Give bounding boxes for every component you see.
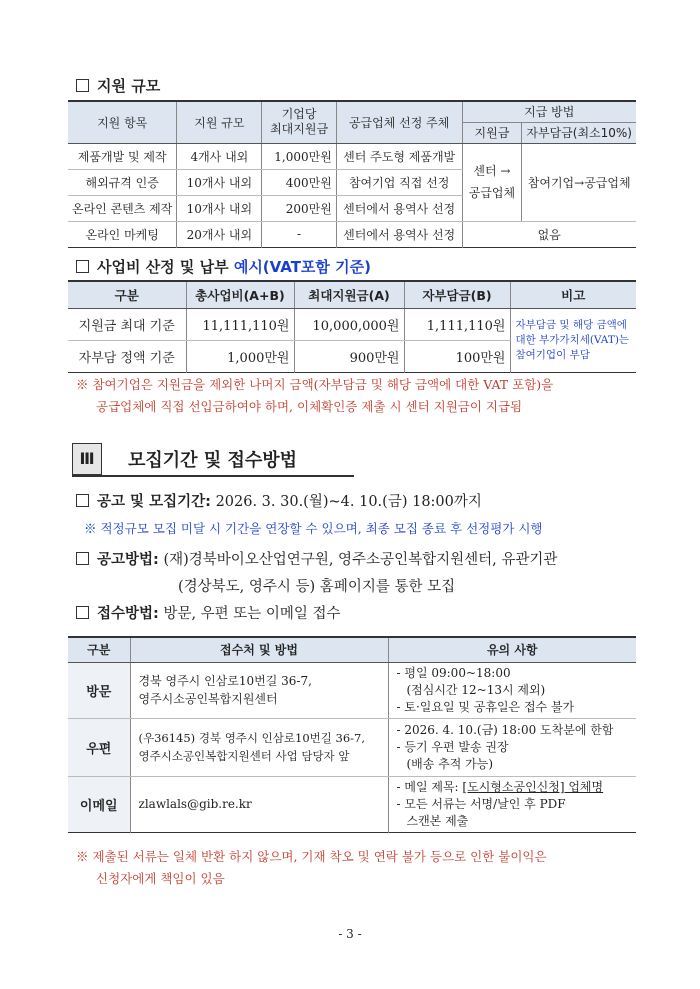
budget-note [76, 374, 553, 418]
note-line: - 등기 우편 발송 권장 [396, 739, 509, 754]
header-max-support [262, 101, 336, 143]
cell-none: 없음 [537, 227, 561, 242]
header-vendor-selection: 공급업체 선정 주체 [336, 101, 462, 143]
checkbox-square-icon [76, 79, 89, 92]
section-title-text: 사업비 산정 및 납부 [97, 258, 229, 276]
remark-l1: 자부담금 및 해당 금액에 [515, 318, 627, 331]
cell-total: 11,111,110원 [186, 308, 294, 340]
cell-vendor: 참여기업 직접 선정 [336, 169, 462, 195]
receive-table [68, 636, 636, 833]
header-total: 총사업비(A+B) [186, 281, 294, 308]
note-line: - 2026. 4. 10.(금) 18:00 도착분에 한함 [396, 722, 614, 737]
note-line: (점심시간 12~13시 제외) [406, 682, 546, 697]
note-line: - 메일 제목: [396, 779, 463, 794]
receive-value: 방문, 우편 또는 이메일 접수 [163, 606, 341, 622]
cell-place [130, 718, 388, 776]
cell-max: - [262, 221, 336, 247]
section-title-budget [76, 256, 371, 277]
cell-support-fund-flow [462, 143, 522, 221]
cell-type: 방문 [68, 662, 130, 718]
header-type: 구분 [68, 637, 130, 662]
checkbox-square-icon [76, 260, 89, 273]
cell-max: 200만원 [262, 195, 336, 221]
cell-vendor: 센터에서 용역사 선정 [336, 221, 462, 247]
budget-note-l1: ※ 참여기업은 지원금을 제외한 나머지 금액(자부담금 및 해당 금액에 대한 VAT 포함)을 [76, 377, 554, 392]
announce-value-l2: (경상북도, 영주시 등) 홈페이지를 통한 모집 [178, 579, 456, 595]
cell-max: 400만원 [262, 169, 336, 195]
cell-notes [388, 662, 636, 718]
section-title-text: 지원 규모 [97, 77, 161, 95]
cell-item: 온라인 마케팅 [68, 221, 177, 247]
cell-remark [510, 308, 636, 372]
checkbox-square-icon [76, 606, 89, 619]
cell-item: 해외규격 인증 [68, 169, 177, 195]
period-note: ※ 적정규모 모집 미달 시 기간을 연장할 수 있으며, 최종 모집 종료 후 선정평가 시행 [84, 521, 543, 536]
chapter-title: 모집기간 및 접수방법 [128, 450, 298, 471]
cell-max: 10,000,000원 [294, 308, 404, 340]
header-item: 지원 항목 [68, 101, 177, 143]
final-note-l1: ※ 제출된 서류는 일체 반환 하지 않으며, 기재 착오 및 연락 불가 등으로 인한 불이익은 [76, 849, 547, 864]
cell-max: 900만원 [294, 340, 404, 372]
checkbox-square-icon [76, 552, 89, 565]
announce-label: 공고방법: [97, 552, 159, 568]
cell-type: 우편 [68, 718, 130, 776]
header-place: 접수처 및 방법 [130, 637, 388, 662]
cell-place-email: zlawlals@gib.re.kr [130, 776, 388, 832]
section-title-accent: 예시(VAT포함 기준) [233, 258, 371, 276]
period-line [76, 490, 482, 511]
budget-example-table [68, 280, 636, 373]
place-l2: 영주시소공인복합지원센터 [138, 692, 278, 706]
cell-item: 제품개발 및 제작 [68, 143, 177, 169]
header-scale: 지원 규모 [177, 101, 262, 143]
announce-line [76, 548, 557, 569]
note-line: 스캔본 제출 [406, 813, 469, 828]
mail-subject: [도시형소공인신청] 업체명 [462, 779, 604, 794]
cell-item: 온라인 콘텐츠 제작 [68, 195, 177, 221]
receive-label: 접수방법: [97, 606, 159, 622]
cell-label: 자부담 정액 기준 [68, 340, 186, 372]
cell-self-burden-flow: 참여기업→공급업체 [522, 143, 636, 221]
cell-total: 1,000만원 [186, 340, 294, 372]
table-row [68, 308, 636, 340]
header-self-burden: 자부담금(B) [404, 281, 510, 308]
note-line: (배송 추적 가능) [406, 756, 494, 771]
final-note [76, 846, 547, 890]
note-line: - 토·일요일 및 공휴일은 접수 불가 [396, 699, 575, 714]
note-line: - 모든 서류는 서명/날인 후 PDF [396, 796, 566, 811]
cell-vendor: 센터 주도형 제품개발 [336, 143, 462, 169]
remark-l2: 대한 부가가치세(VAT)는 [515, 333, 630, 346]
table-row [68, 662, 636, 718]
remark-l3: 참여기업이 부담 [515, 348, 590, 361]
place-l2: 영주시소공인복합지원센터 사업 담당자 앞 [138, 749, 350, 763]
chapter-numeral: Ⅲ [72, 443, 102, 475]
budget-note-l2: 공급업체에 직접 선입금하여야 하며, 이체확인증 제출 시 센터 지원금이 지급됨 [96, 399, 523, 414]
header-max-support: 최대지원금(A) [294, 281, 404, 308]
cell-notes [388, 776, 636, 832]
cell-max: 1,000만원 [262, 143, 336, 169]
cell-scale: 4개사 내외 [177, 143, 262, 169]
page-number: - 3 - [338, 927, 362, 941]
table-row [68, 221, 636, 247]
cell-scale: 10개사 내외 [177, 195, 262, 221]
support-fund-flow-l2: 공급업체 [468, 186, 516, 200]
cell-label: 지원금 최대 기준 [68, 308, 186, 340]
announce-value-l1: (재)경북바이오산업연구원, 영주소공인복합지원센터, 유관기관 [163, 552, 558, 568]
header-max-support-l1: 기업당 [281, 107, 317, 122]
place-l1: (우36145) 경북 영주시 인삼로10번길 36-7, [138, 731, 366, 745]
header-payment-method: 지급 방법 [462, 101, 636, 122]
header-support-fund: 지원금 [462, 122, 522, 143]
cell-self: 100만원 [404, 340, 510, 372]
cell-scale: 20개사 내외 [177, 221, 262, 247]
header-self-burden: 자부담금(최소10%) [522, 122, 636, 143]
table-row [68, 143, 636, 169]
header-notes: 유의 사항 [388, 637, 636, 662]
final-note-l2: 신청자에게 책임이 있음 [96, 871, 225, 886]
period-value: 2026. 3. 30.(월)~4. 10.(금) 18:00까지 [215, 494, 482, 510]
support-fund-flow-l1: 센터 → [473, 164, 511, 178]
period-label: 공고 및 모집기간: [97, 494, 211, 510]
chapter-heading [72, 443, 354, 477]
receive-line [76, 602, 341, 623]
cell-type: 이메일 [68, 776, 130, 832]
cell-scale: 10개사 내외 [177, 169, 262, 195]
cell-self: 1,111,110원 [404, 308, 510, 340]
table-row [68, 718, 636, 776]
header-category: 구분 [68, 281, 186, 308]
header-max-support-l2: 최대지원금 [270, 122, 329, 137]
checkbox-square-icon [76, 494, 89, 507]
table-row [68, 776, 636, 832]
note-line: - 평일 09:00~18:00 [396, 665, 511, 680]
section-title-support-scale [76, 75, 160, 96]
support-scale-table [68, 100, 636, 248]
cell-place [130, 662, 388, 718]
cell-notes [388, 718, 636, 776]
header-remark: 비고 [510, 281, 636, 308]
cell-vendor: 센터에서 용역사 선정 [336, 195, 462, 221]
place-l1: 경북 영주시 인삼로10번길 36-7, [138, 674, 312, 688]
